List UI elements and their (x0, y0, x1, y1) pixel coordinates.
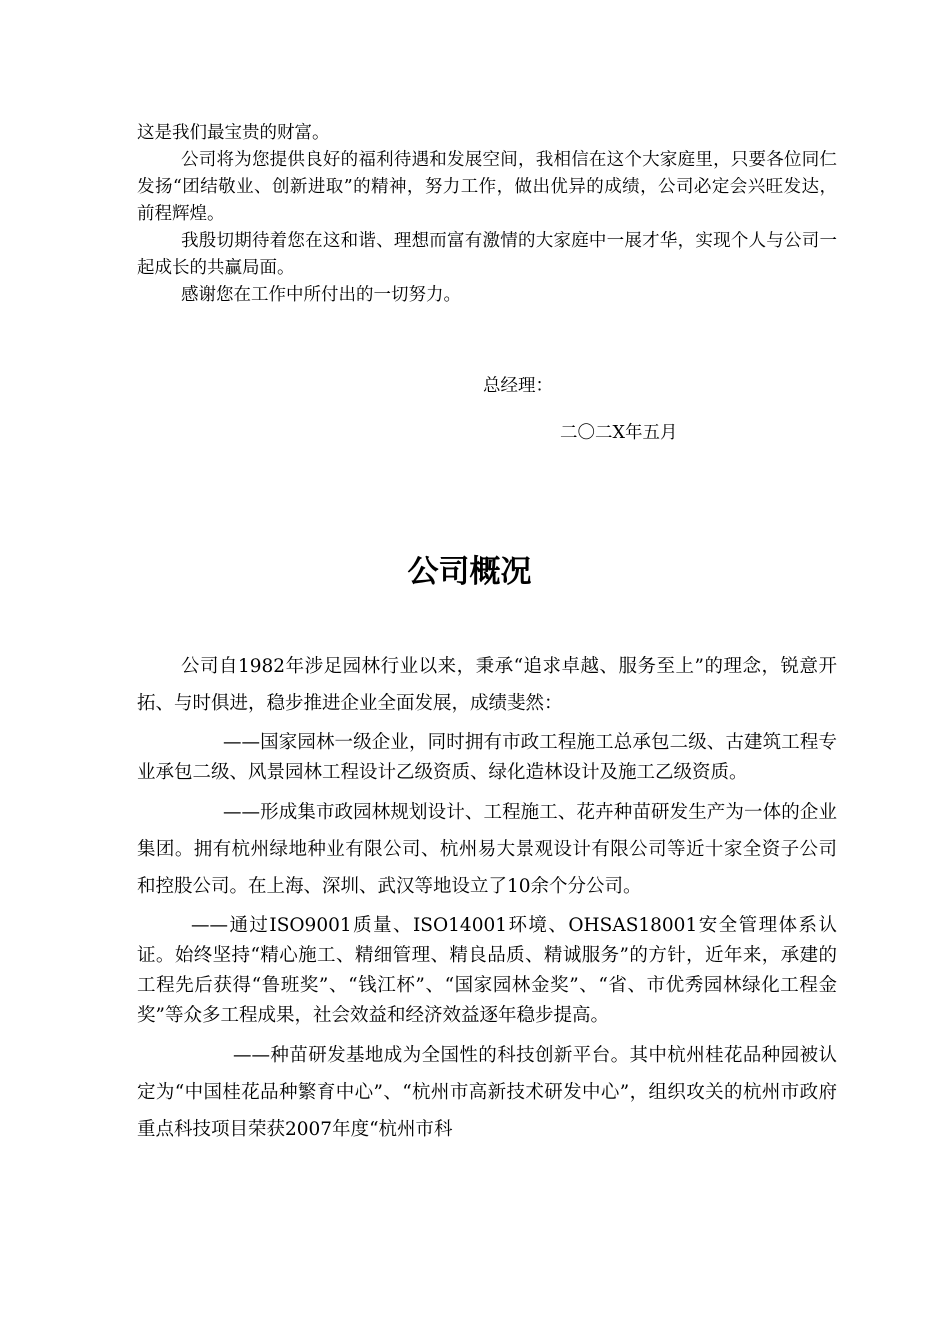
overview-bullet: ——种苗研发基地成为全国性的科技创新平台。其中杭州桂花品种园被认定为“中国桂花品种繁育中心”、“杭州市高新技术研发中心”，组织攻关的杭州市政府重点科技项目荣获2007年度“杭州市科 (137, 1045, 837, 1140)
letter-paragraph: 公司将为您提供良好的福利待遇和发展空间，我相信在这个大家庭里，只要各位同仁发扬“团结敬业、创新进取”的精神，努力工作，做出优异的成绩，公司必定会兴旺发达，前程辉煌。 (137, 150, 837, 224)
overview-bullet: ——通过ISO9001质量、ISO14001环境、OHSAS18001安全管理体系认证。始终坚持“精心施工、精细管理、精良品质、精诚服务”的方针，近年来，承建的工程先后获得“鲁班奖”、“钱江杯”、“国家园林金奖”、“省、市优秀园林绿化工程金奖”等众多工程成果，社会效益和经济效益逐年稳步提高。 (137, 915, 837, 1026)
company-overview (137, 648, 837, 1148)
letter-paragraph: 这是我们最宝贵的财富。 (137, 123, 330, 143)
letter-paragraph: 我殷切期待着您在这和谐、理想而富有激情的大家庭中一展才华，实现个人与公司一起成长的共赢局面。 (137, 231, 837, 278)
overview-intro: 公司自1982年涉足园林行业以来，秉承“追求卓越、服务至上”的理念，锐意开拓、与时俱进，稳步推进企业全面发展，成绩斐然： (137, 656, 837, 714)
signature-label: 总经理： (483, 376, 553, 396)
letter-date: 二〇二X年五月 (560, 423, 678, 443)
document-page (137, 120, 837, 1140)
letter-paragraph: 感谢您在工作中所付出的一切努力。 (181, 285, 461, 305)
section-title: 公司概况 (407, 554, 532, 590)
welcome-letter (137, 120, 837, 309)
overview-bullet: ——国家园林一级企业，同时拥有市政工程施工总承包二级、古建筑工程专业承包二级、风景园林工程设计乙级资质、绿化造林设计及施工乙级资质。 (137, 732, 837, 783)
overview-bullet: ——形成集市政园林规划设计、工程施工、花卉种苗研发生产为一体的企业集团。拥有杭州绿地种业有限公司、杭州易大景观设计有限公司等近十家全资子公司和控股公司。在上海、深圳、武汉等地设立了10余个分公司。 (137, 802, 837, 897)
